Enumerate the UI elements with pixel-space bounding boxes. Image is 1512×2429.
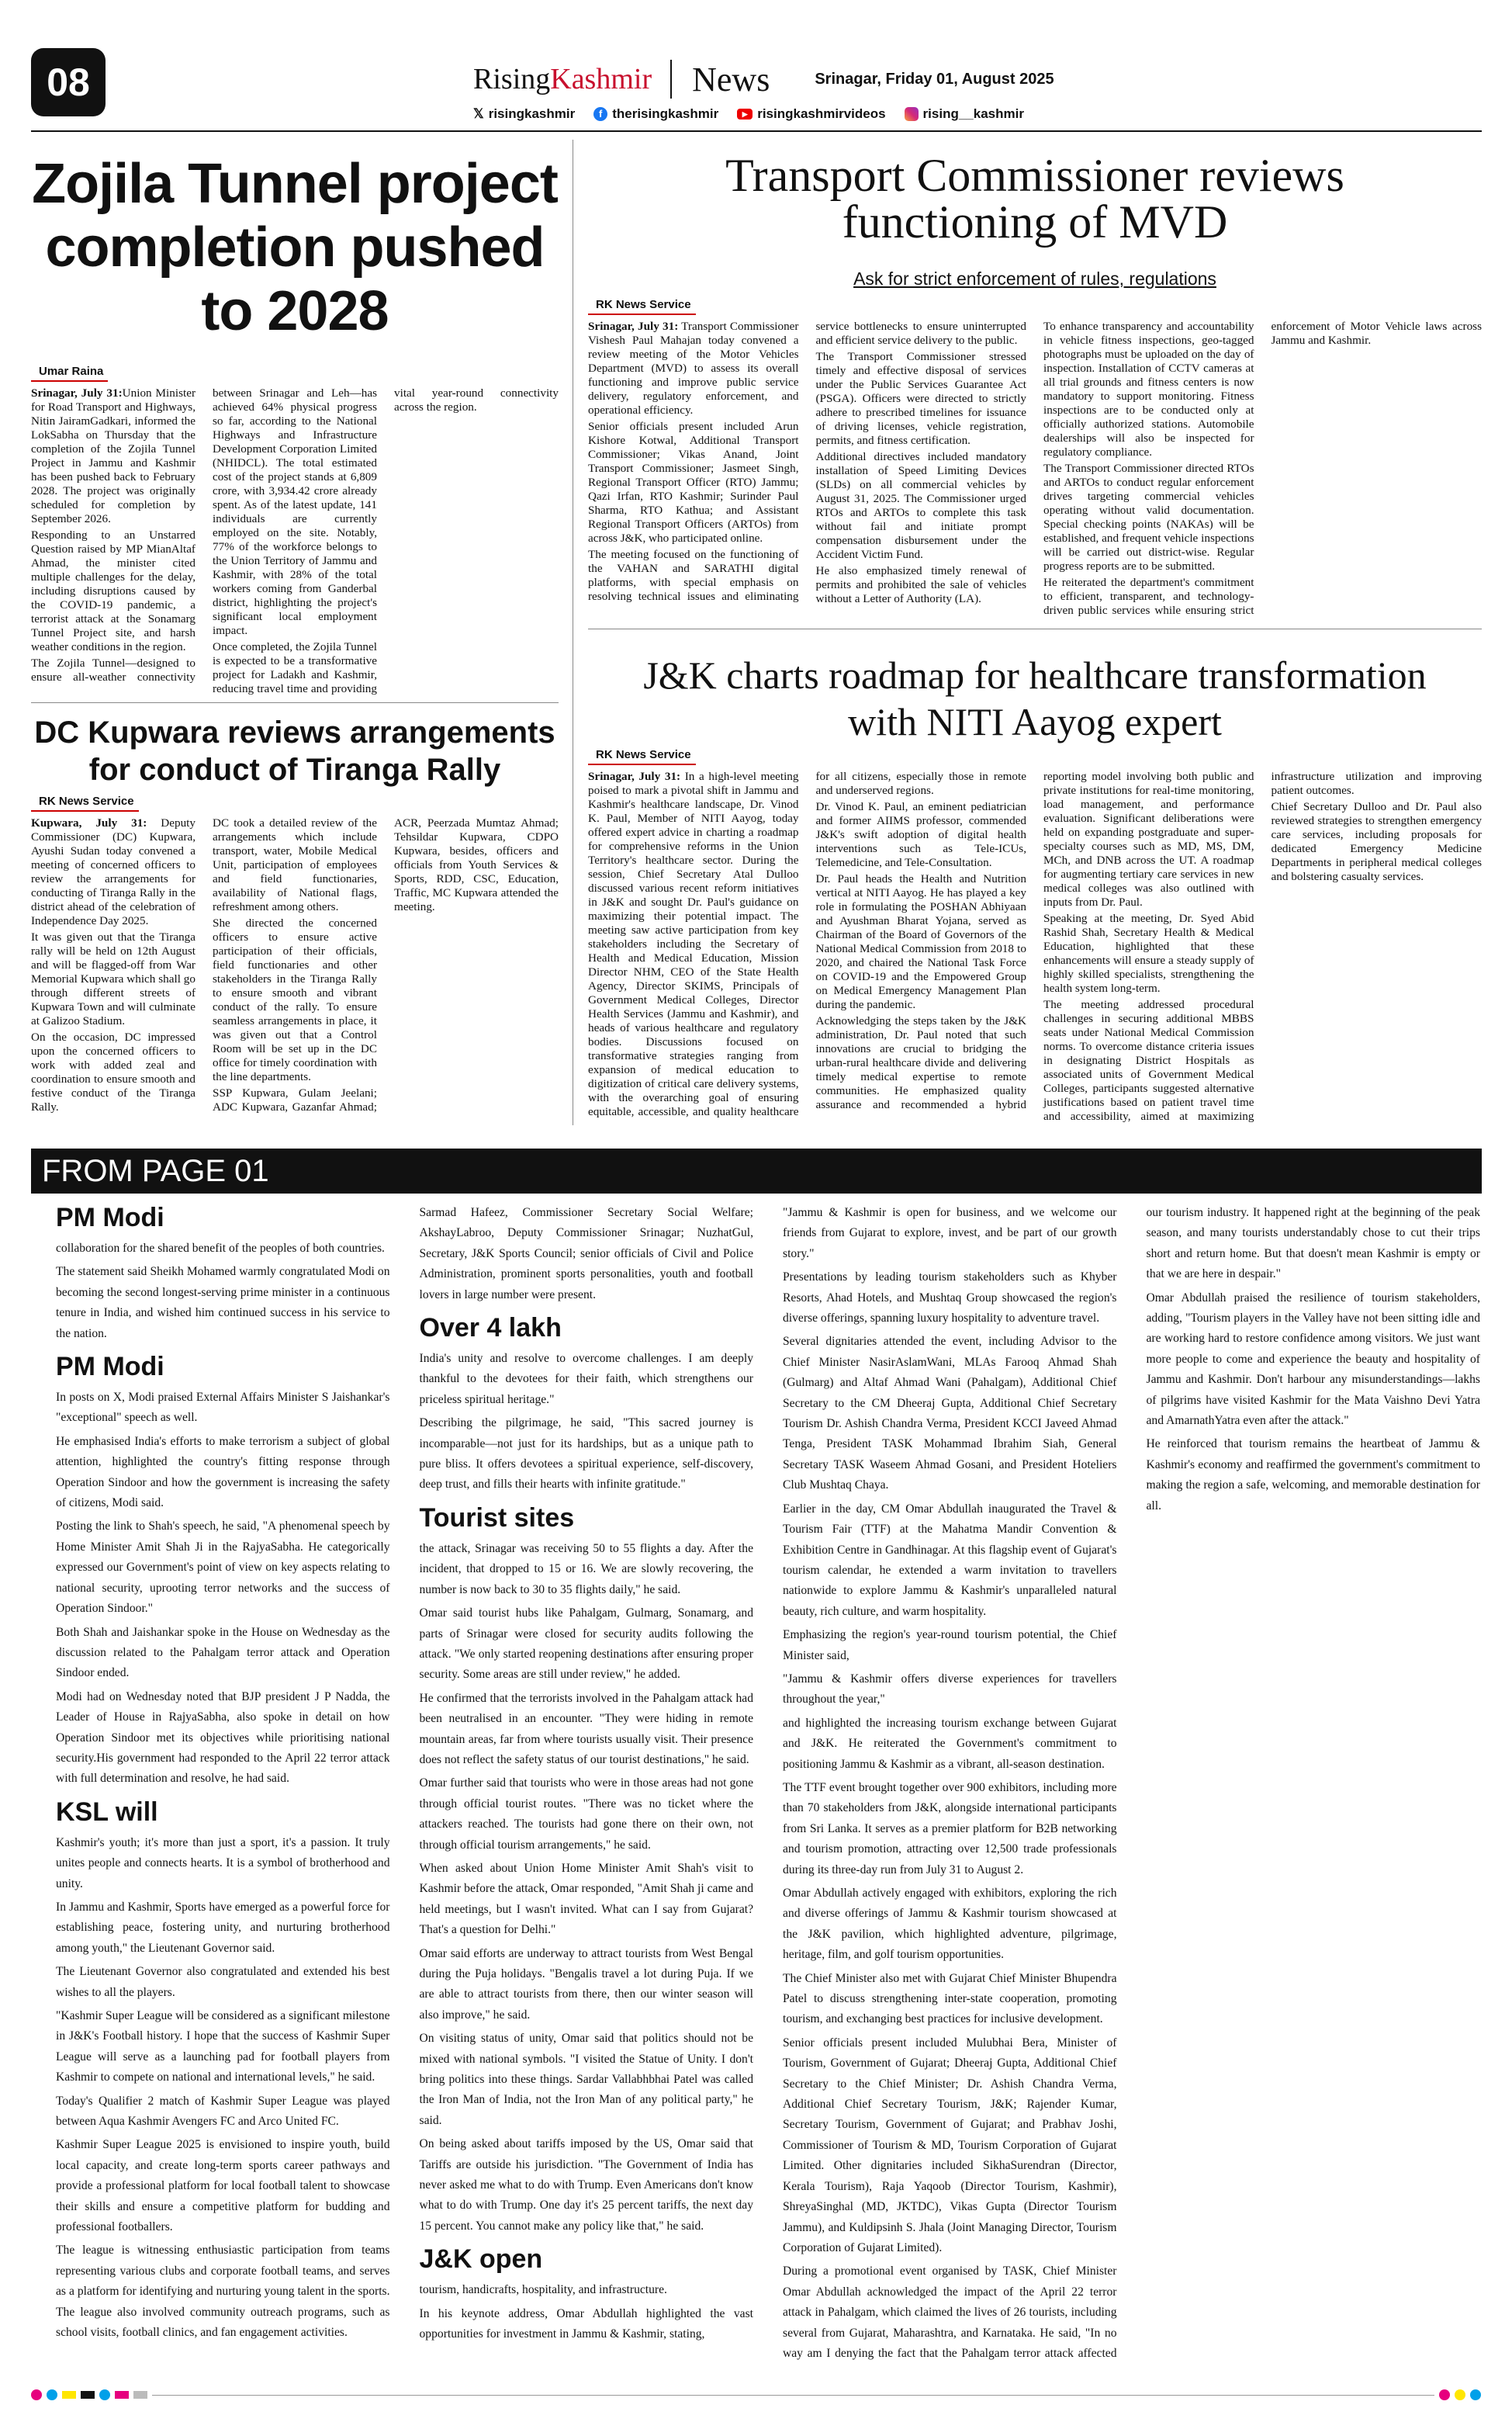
- brand-logo: RisingKashmir: [473, 63, 652, 95]
- para: Omar Abdullah actively engaged with exhibitors, exploring the rich and diverse offerings of Jammu & Kashmir tourism showcased at the J&K pavilion, which highlighted adventure, pilgrimage, heritage, film, and golf tourism opportunities.: [783, 1887, 1117, 1962]
- para: the attack, Srinagar was receiving 50 to 55 flights a day. After the incident, that dropped to 15 or 16. We are slowly recovering, the number is now back to 30 to 35 flights daily," he said.: [419, 1541, 753, 1596]
- para: He reinforced that tourism remains the heartbeat of Jammu & Kashmir's economy and reaffirmed the government's commitment to making the region a safe, welcoming, and memorable destination for all.: [1146, 1437, 1480, 1512]
- reg-swatch: [62, 2391, 76, 2399]
- social-instagram[interactable]: rising__kashmir: [905, 106, 1024, 122]
- byline-zojila: Umar Raina: [31, 365, 108, 382]
- para: Posting the link to Shah's speech, he said, "A phenomenal speech by Home Minister Amit Shah Ji in the RajyaSabha. He categorically expressed our Government's point of view on key aspects relating to national security, uprooting terror networks and the success of Operation Sindoor.": [56, 1519, 390, 1616]
- para: She directed the concerned officers to ensure active participation of their officials, field functionaries and other stakeholders in the Tiranga Rally to ensure smooth and vibrant conduct of the rally. To ensure seamless arrangements in place, it was given out that a Control Room will be set up in the DC office for timely coordination with the line departments.: [213, 917, 377, 1083]
- article-kupwara: [31, 714, 559, 1133]
- para: Presentations by leading tourism stakeholders such as Khyber Resorts, Ahad Hotels, and Mushtaq Group showcased the region's diverse offerings, spanning luxury hospitality to adventure travel.: [783, 1270, 1117, 1325]
- body-transport: [588, 320, 1482, 622]
- heading-ksl: KSL will: [56, 1797, 158, 1827]
- headline-health: J&K charts roadmap for healthcare transformation with NITI Aayog expert: [643, 653, 1427, 743]
- para: He emphasised India's efforts to make terrorism a subject of global attention, highlighted the country's fitting response through Operation Sindoor and how the government is increasing the safety of citizens, Modi said.: [56, 1434, 390, 1510]
- para: Dr. Vinod K. Paul, an eminent pediatrician and former AIIMS professor, commended J&K's swift adoption of digital health interventions such as Tele-ICUs, Telemedicine, and Tele-Consultation.: [815, 800, 1026, 869]
- para: In posts on X, Modi praised External Affairs Minister S Jaishankar's "exceptional" speech as well.: [56, 1391, 390, 1425]
- body-kupwara: [31, 816, 559, 1119]
- para: The meeting addressed procedural challenges in securing additional MBBS seats under National Medical Commission norms. To overcome distance criteria issues in designating District Hospitals as associated units of Government Medical Colleges, participants suggested alternative justifications based on patient travel time and accessibility, aimed at maximizing infrastructure utilization and improving patient outcomes.: [1043, 770, 1482, 1123]
- rule: [31, 702, 559, 703]
- para: Srinagar, July 31:Union Minister for Road Transport and Highways, Nitin JairamGadkari, informed the LokSabha on Thursday that the completion of the Zojila Tunnel Project in Jammu and Kashmir has been pushed back to February 2028. The project was originally scheduled for completion by September 2026.: [31, 386, 195, 525]
- para: When asked about Union Home Minister Amit Shah's visit to Kashmir before the attack, Omar responded, "Amit Shah ji came and held meetings, but I wasn't invited. What can I say from Gujarat? That's a question for Delhi.": [419, 1861, 753, 1937]
- headline-transport: Transport Commissioner reviews functioning of MVD: [725, 152, 1344, 248]
- para: Omar Abdullah praised the resilience of tourism stakeholders, adding, "Tourism players in the Valley have not been sitting idle and are working hard to restore confidence among visitors. We just want more people to come and experience the beauty and hospitality of Jammu and Kashmir. Don't harbour any misunderstandings—lakhs of pilgrims have visited Kashmir for the Mata Vaishno Devi Yatra and AmarnathYatra even after the attack.": [1146, 1291, 1480, 1428]
- para: He reiterated the department's commitment to efficient, transparent, and technology-driven public services while ensuring strict enforcement of Motor Vehicle laws across Jammu and Kashmir.: [1043, 320, 1482, 617]
- page-number: 08: [47, 61, 90, 104]
- para: Acknowledging the steps taken by the J&K administration, Dr. Paul noted that such innovations are crucial to bridging the urban-rural healthcare divide and delivering timely medical expertise to remote communities. He emphasized quality assurance and recommended a hybrid reporting model involving both public and private institutions for real-time monitoring, load management, and performance evaluation. Significant deliberations were held on expanding postgraduate and super-specialty courses such as MD, MS, DM, MCh, and DNB across the UT. A roadmap for augmenting tertiary care services in new medical colleges was also outlined with inputs from Dr. Paul.: [815, 770, 1254, 1111]
- social-x[interactable]: 𝕏 risingkashmir: [473, 106, 576, 121]
- para: On visiting status of unity, Omar said that politics should not be mixed with national symbols. "I visited the Statue of Unity. I don't bring politics into these things. Sardar Vallabhbhai Patel was called the Iron Man of India, not the Iron Man of any political party," he said.: [419, 2032, 753, 2127]
- para: Omar said tourist hubs like Pahalgam, Gulmarg, Sonamarg, and parts of Srinagar were closed for security audits following the attack. "We only started reopening destinations after ensuring proper security. Some areas are still under review," he added.: [419, 1606, 753, 1682]
- body-health: [588, 770, 1482, 1125]
- para: The league is witnessing enthusiastic participation from teams representing various clubs and corporate football teams, and serves as a platform for identifying and nurturing young talent in the sports. The league also involved community outreach programs, such as school visits, football clinics, and fan engagement activities.: [56, 2244, 390, 2340]
- para: Responding to an Unstarred Question raised by MP MianAltaf Ahmad, the minister cited multiple challenges for the delay, including disruptions caused by the COVID-19 pandemic, a terrorist attack at the Sonamarg Tunnel Project site, and harsh weather conditions in the region.: [31, 528, 195, 653]
- reg-dot: [47, 2389, 57, 2400]
- para: Srinagar, July 31: In a high-level meeting poised to mark a pivotal shift in Jammu and Kashmir's healthcare landscape, Dr. Vinod K. Paul, Member of NITI Aayog, today offered expert advice in charting a roadmap for comprehensive reforms in the Union Territory's healthcare sector. During the session, Chief Secretary Atal Dulloo discussed various recent reform initiatives in J&K and sought Dr. Paul's guidance on maximizing their potential impact. The meeting saw active participation from key stakeholders including the Secretary of Health and Medical Education, Mission Director NHM, CEO of the State Health Agency, Director SKIMS, Principals of Government Medical Colleges, Director Health Services (Jammu and Kashmir), and heads of various healthcare and regulatory bodies. Discussions focused on transformative strategies ranging from expansion of medical education to digitization of critical care delivery systems, with the overarching goal of ensuring equitable, accessible, and quality healthcare for all citizens, especially those in remote and underserved regions.: [588, 770, 1026, 1118]
- para: Kashmir Super League 2025 is envisioned to inspire youth, build local capacity, and create long-term sports career pathways and provide a professional platform for local football talent to showcase their skills and ensure a competitive platform for budding and professional footballers.: [56, 2138, 390, 2234]
- para: "Jammu & Kashmir offers diverse experiences for travellers throughout the year,": [783, 1672, 1117, 1707]
- para: Senior officials present included Arun Kishore Kotwal, Additional Transport Commissioner; Vikas Anand, Joint Transport Commissioner; Jasmeet Singh, Regional Transport Officer (RTO) Jammu; Qazi Irfan, RTO Kashmir; Surinder Paul Sharma, RTO Kathua; and Assistant Regional Transport Officers (ARTOs) from across J&K, who participated online.: [588, 420, 799, 545]
- para: In his keynote address, Omar Abdullah highlighted the vast opportunities for investment in Jammu & Kashmir, stating,: [419, 2306, 753, 2341]
- reg-dot: [99, 2389, 110, 2400]
- para: In Jammu and Kashmir, Sports have emerged as a powerful force for establishing peace, fostering unity, and nurturing brotherhood among youth," the Lieutenant Governor said.: [56, 1900, 390, 1955]
- para: Kupwara, July 31: Deputy Commissioner (DC) Kupwara, Ayushi Sudan today convened a meeting of concerned officers to review the arrangements for conducting of Tiranga Rally in the district ahead of the celebration of Independence Day 2025.: [31, 816, 195, 927]
- body-zojila: [31, 386, 559, 697]
- social-youtube[interactable]: ▶ risingkashmirvideos: [737, 106, 885, 122]
- from-page-body: [56, 1203, 1480, 2379]
- para: India's unity and resolve to overcome challenges. I am deeply thankful to the devotees for their faith, which strengthens our priceless spiritual heritage.": [419, 1352, 753, 1406]
- para: Srinagar, July 31: Transport Commissioner Vishesh Paul Mahajan today convened a review meeting of the Motor Vehicles Department (MVD) to assess its overall functioning and improve public service delivery, regulatory enforcement, and operational efficiency.: [588, 320, 799, 417]
- para: The Chief Minister also met with Gujarat Chief Minister Bhupendra Patel to discuss strengthening inter-state cooperation, promoting tourism, and exchanging best practices for inclusive development.: [783, 1971, 1117, 2026]
- subhead-transport: Ask for strict enforcement of rules, regulations: [853, 269, 1216, 289]
- heading-pm-modi: PM Modi: [56, 1203, 164, 1232]
- masthead: [473, 56, 1482, 102]
- reg-dot: [31, 2389, 42, 2400]
- para: Once completed, the Zojila Tunnel is expected to be a transformative project for Ladakh and Kashmir, reducing travel time and providing vital year-round connectivity across the region.: [213, 386, 559, 695]
- x-icon: 𝕏: [473, 106, 484, 121]
- para: tourism, handicrafts, hospitality, and infrastructure.: [419, 2283, 667, 2297]
- heading-pm-modi-2: PM Modi: [56, 1352, 164, 1382]
- para: Omar further said that tourists who were in those areas had not gone through official tourist routes. "There was no ticket where the attackers reached. The tourists had gone there on their own, not through official tourism arrangements," he said.: [419, 1776, 753, 1852]
- social-strip: [473, 102, 1482, 126]
- instagram-icon: [905, 107, 919, 121]
- para: Modi had on Wednesday noted that BJP president J P Nadda, the Leader of House in RajyaSabha, also spoke in detail on how Operation Sindoor met its objectives while prioritising national security.His government had responded to the April 22 terror attack with full determination and resolve, he had said.: [56, 1689, 390, 1786]
- para: "Kashmir Super League will be considered as a significant milestone in J&K's Football history. I hope that the success of Kashmir Super League will serve as a launching pad for football players from Kashmir to compete on national and international levels," he said.: [56, 2009, 390, 2084]
- article-health: [588, 652, 1482, 1133]
- para: Kashmir's youth; it's more than just a sport, it's a passion. It truly unites people and connects hearts. It is a symbol of brotherhood and unity.: [56, 1835, 390, 1890]
- para: Several dignitaries attended the event, including Advisor to the Chief Minister NasirAslamWani, MLAs Farooq Ahmad Shah (Gulmarg) and Altaf Ahmad Wani (Pahalgam), Additional Chief Secretary to the CM Dheeraj Gupta, Additional Chief Secretary Tourism Dr. Ashish Chandra Verma, President KCCI Javeed Ahmad Tenga, President TASK Mohammad Ibrahim Siah, General Secretary TASK Waseem Ahmad Gosani, and President Hoteliers Club Mushtaq Chaya.: [783, 1335, 1117, 1492]
- para: SSP Kupwara, Gulam Jeelani; ADC Kupwara, Gazanfar Ahmad; ACR, Peerzada Mumtaz Ahmad; Tehsildar Kupwara, CDPO Kupwara, besides, officers and officials from Youth Services & Sports, RDD, CSC, Education, Traffic, MC Kupwara attended the meeting.: [213, 816, 559, 1114]
- heading-jk-open: J&K open: [419, 2244, 543, 2275]
- byline-kupwara: RK News Service: [31, 795, 139, 812]
- para: The meeting focused on the functioning of the VAHAN and SARATHI digital platforms, with special emphasis on resolving technical issues and eliminating service bottlenecks to ensure uninterrupted and efficient service delivery to the public.: [588, 320, 1026, 603]
- para: To enhance transparency and accountability in vehicle fitness inspections, geo-tagged photographs must be uploaded on the day of inspection. Installation of CCTV cameras at all trial grounds and fitness centers is now mandatory to support monitoring. Fitness inspections are to be conducted only at officially authorized stations. Automobile dealerships will also be inspected for regulatory compliance.: [1043, 320, 1254, 459]
- facebook-icon: f: [593, 107, 607, 121]
- byline-health: RK News Service: [588, 748, 696, 765]
- para: Today's Qualifier 2 match of Kashmir Super League was played between Aqua Kashmir Avengers FC and Arco United FC.: [56, 2094, 390, 2129]
- reg-swatch: [133, 2391, 147, 2399]
- para: The TTF event brought together over 900 exhibitors, including more than 70 stakeholders from J&K, alongside international participants from Sri Lanka. It serves as a premier platform for B2B networking and tourism promotion, attracting over 12,500 trade professionals during its three-day run from July 31 to August 2.: [783, 1780, 1117, 1876]
- divider: [670, 60, 672, 99]
- para: He confirmed that the terrorists involved in the Pahalgam attack had been neutralised in an encounter. "They were hiding in remote mountain areas, far from where tourists usually visit. Their presence does not reflect the safety status of our tourist destinations," he said.: [419, 1691, 753, 1766]
- para: Chief Secretary Dulloo and Dr. Paul also reviewed strategies to strengthen emergency care services, including proposals for dedicated Emergency Medicine Departments in peripheral medical colleges and bolstering casualty services.: [1271, 800, 1482, 883]
- reg-dot: [1439, 2389, 1450, 2400]
- para: Emphasizing the region's year-round tourism potential, the Chief Minister said,: [783, 1628, 1117, 1662]
- para: Senior officials present included Mulubhai Bera, Minister of Tourism, Government of Gujarat; Dheeraj Gupta, Additional Chief Secretary to the Chief Minister; Dr. Ashish Chandra Verma, Additional Chief Secretary Tourism, J&K; Rajender Kumar, Secretary Tourism, Government of Gujarat; and Prabhav Joshi, Commissioner of Tourism & MD, Tourism Corporation of Gujarat Limited. Other dignitaries included SikhaSurendran (Director, Kerala Tourism), Raja Yaqoob (Director Tourism, Kashmir), ShreyaSinghal (MD, JKTDC), Vikas Gupta (Director Tourism Jammu), and Kuldipsinh S. Jhala (Joint Managing Director, Tourism Corporation of Gujarat Limited).: [783, 2036, 1117, 2254]
- headline-zojila: Zojila Tunnel project completion pushed to 2028: [32, 153, 558, 342]
- heading-tourist-sites: Tourist sites: [419, 1502, 575, 1533]
- para: Describing the pilgrimage, he said, "This sacred journey is incomparable—not just for its hardships, but as a unique path to pure bliss. It offers devotees a spiritual experience, self-discovery, deep trust, and fills their hearts with infinite gratitude.": [419, 1416, 753, 1492]
- para: "Jammu & Kashmir is open for business, and we welcome our friends from Gujarat to explore, invest, and be part of our growth story.": [783, 1206, 1117, 1260]
- page-number-badge: [31, 48, 106, 116]
- headline-kupwara: DC Kupwara reviews arrangements for conduct of Tiranga Rally: [34, 716, 555, 787]
- header-rule: [31, 130, 1482, 132]
- heading-over-4-lakh: Over 4 lakh: [419, 1313, 562, 1343]
- reg-line: [152, 2395, 1434, 2396]
- para: The Zojila Tunnel—designed to ensure all-weather connectivity between Srinagar and Leh—has achieved 64% physical progress so far, according to the National Highways and Infrastructure Development Corporation Limited (NHIDCL). The total estimated cost of the project stands at 6,809 crore, with 3,934.42 crore already spent. As of the latest update, 141 individuals are currently employed on the site. Notably, 77% of the workforce belongs to the Union Territory of Jammu and Kashmir, with 28% of the total workers coming from Ganderbal district, highlighting the project's significant local employment impact.: [31, 386, 377, 684]
- para: Earlier in the day, CM Omar Abdullah inaugurated the Travel & Tourism Fair (TTF) at the Mahatma Mandir Convention & Exhibition Centre in Gandhinagar. At this flagship event of Gujarat's tourism calendar, he extended a warm invitation to travellers nationwide to explore Jammu & Kashmir's unparalleled natural beauty, rich culture, and warm hospitality.: [783, 1502, 1117, 1618]
- edition-date: Srinagar, Friday 01, August 2025: [815, 70, 1054, 88]
- para: He also emphasized timely renewal of permits and prohibited the sale of vehicles without a Letter of Authority (LA).: [815, 564, 1026, 605]
- byline-transport: RK News Service: [588, 298, 696, 315]
- para: Sarmad Hafeez, Commissioner Secretary Social Welfare; AkshayLabroo, Deputy Commissioner Srinagar; NuzhatGul, Secretary, J&K Sports Council; senior officials of Civil and Police Administration, prominent sports personalities, youth and football lovers in large number were present.: [419, 1206, 753, 1301]
- print-registration-bar: [31, 2389, 1481, 2401]
- from-page-banner: FROM PAGE 01: [31, 1149, 1482, 1194]
- article-transport: [588, 152, 1482, 625]
- para: The Transport Commissioner directed RTOs and ARTOs to conduct regular enforcement drives targeting commercial vehicles operating without valid documentation. Special checking points (NAKAs) will be established, and frequent vehicle inspections will be carried out district-wise. Regular progress reports are to be submitted.: [1043, 462, 1254, 573]
- para: Speaking at the meeting, Dr. Syed Abid Rashid Shah, Secretary Health & Medical Education, highlighted that these enhancements will ensure a steady supply of highly skilled specialists, strengthening the health system long-term.: [1043, 912, 1254, 995]
- para: collaboration for the shared benefit of the peoples of both countries.: [56, 1242, 385, 1255]
- article-zojila: [31, 152, 559, 699]
- para: Dr. Paul heads the Health and Nutrition vertical at NITI Aayog. He has played a key role in formulating the POSHAN Abhiyaan and Ayushman Bharat Yojana, served as Chairman of the Board of Governors of the National Medical Commission from 2018 to 2020, and chaired the National Task Force on COVID-19 and the Empowered Group on Medical Emergency Management Plan during the pandemic.: [815, 872, 1026, 1011]
- para: On the occasion, DC impressed upon the concerned officers to work with added zeal and coordination to ensure smooth and festive conduct of the Tiranga Rally.: [31, 1031, 195, 1114]
- reg-dot: [1455, 2389, 1465, 2400]
- para: DC took a detailed review of the arrangements which include transport, water, Mobile Medical Unit, participation of employees and field functionaries, availability of National flags, refreshment among others.: [213, 816, 377, 913]
- social-facebook[interactable]: f therisingkashmir: [593, 106, 718, 122]
- para: On being asked about tariffs imposed by the US, Omar said that Tariffs are outside his jurisdiction. "The Government of India has never asked me what to do with Trump. Even Americans don't know what to do with Trump. One day it's 25 percent tariffs, the next day 15 percent. You cannot make any policy like that," he said.: [419, 2137, 753, 2233]
- reg-swatch: [81, 2391, 95, 2399]
- para: The Lieutenant Governor also congratulated and extended his best wishes to all the players.: [56, 1965, 390, 1999]
- para: It was given out that the Tiranga rally will be held on 12th August and will be flagged-off from War Memorial Kupwara which shall go through different streets of Kupwara Town and will culminate at Galizoo Stadium.: [31, 930, 195, 1027]
- reg-swatch: [115, 2391, 129, 2399]
- para: The Transport Commissioner stressed timely and effective disposal of services under the Public Services Guarantee Act (PSGA). Officers were directed to strictly adhere to prescribed timelines for issuance of driving licenses, vehicle registration, permits, and fitness certification.: [815, 350, 1026, 447]
- para: During a promotional event organised by TASK, Chief Minister Omar Abdullah acknowledged the impact of the April 22 terror attack in Pahalgam, which claimed the lives of 26 tourists, including several from Gujarat, Maharashtra, and Karnataka. He said, "In no way am I denying the fact that the Pahalgam terror attack affected our tourism industry. It happened right at the beginning of the peak season, and many tourists understandably chose to cut their trips short and return home. But that doesn't mean Kashmir is empty or that we are here in despair.": [783, 1206, 1480, 2360]
- para: Omar said efforts are underway to attract tourists from West Bengal during the Puja holidays. "Bengalis travel a lot during Puja. If we are able to attract tourists from there, then our winter season will also improve," he said.: [419, 1946, 753, 2022]
- para: Both Shah and Jaishankar spoke in the House on Wednesday as the discussion related to the Pahalgam terror attack and Operation Sindoor ended.: [56, 1625, 390, 1680]
- para: The statement said Sheikh Mohamed warmly congratulated Modi on becoming the second longest-serving prime minister in a continuous tenure in India, and wished him continued success in his service to the nation.: [56, 1265, 390, 1340]
- reg-dot: [1470, 2389, 1481, 2400]
- para: Additional directives included mandatory installation of Speed Limiting Devices (SLDs) on all commercial vehicles by August 31, 2025. The Commissioner urged RTOs and ARTOs to complete this task without fail and initiate prompt compensation disbursement under the Accident Victim Fund.: [815, 450, 1026, 561]
- section-title: News: [692, 60, 770, 99]
- youtube-icon: ▶: [737, 109, 753, 120]
- para: and highlighted the increasing tourism exchange between Gujarat and J&K. He reiterated the Government's commitment to positioning Jammu & Kashmir as a vibrant, all-season destination.: [783, 1716, 1117, 1771]
